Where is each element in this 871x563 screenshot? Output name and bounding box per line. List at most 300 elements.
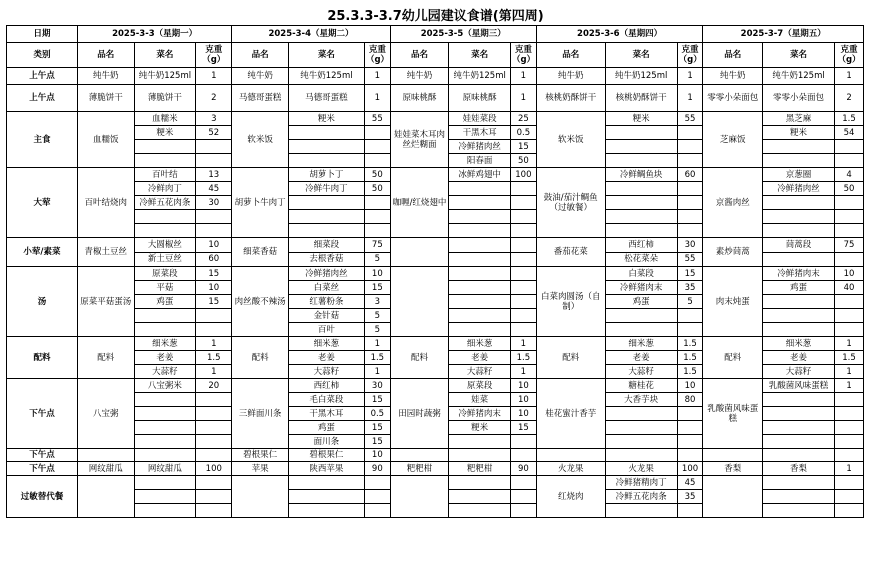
ingredient-name [605, 323, 677, 337]
dish-name: 纯牛奶 [77, 68, 134, 85]
ingredient-amount: 10 [196, 238, 232, 253]
dish-name: 肉丝酸不辣汤 [232, 267, 289, 337]
ingredient-name [763, 449, 835, 462]
category-morning1: 上午点 [7, 68, 78, 85]
ingredient-name: 娃娃菜段 [449, 112, 511, 126]
ingredient-name: 原菜段 [134, 267, 196, 281]
ingredient-name [763, 435, 835, 449]
dish-name: 纯牛奶 [536, 68, 605, 85]
ingredient-name [605, 210, 677, 224]
ingredient-name [134, 435, 196, 449]
ingredient-name: 细米葱 [134, 337, 196, 351]
ingredient-amount [511, 238, 537, 253]
ingredient-amount: 15 [511, 421, 537, 435]
ingredient-amount: 1 [196, 337, 232, 351]
ingredient-name [449, 238, 511, 253]
ingredient-name: 火龙果 [605, 462, 677, 476]
ingredient-name [449, 295, 511, 309]
ingredient-amount: 80 [677, 393, 703, 407]
ingredient-name [605, 196, 677, 210]
dish-name: 咖喱/红烧翅中 [390, 168, 449, 238]
ingredient-amount: 40 [835, 281, 864, 295]
ingredient-amount: 15 [364, 281, 390, 295]
ingredient-name [605, 504, 677, 518]
ingredient-amount [835, 435, 864, 449]
ingredient-name: 细菜段 [288, 238, 364, 253]
ingredient-name: 大蒜籽 [605, 365, 677, 379]
ingredient-amount [677, 435, 703, 449]
ingredient-name [605, 154, 677, 168]
ingredient-name: 老姜 [763, 351, 835, 365]
ingredient-name: 白菜丝 [288, 281, 364, 295]
dish-name: 软米饭 [536, 112, 605, 168]
date-label: 日期 [7, 26, 78, 43]
ingredient-name: 细米葱 [449, 337, 511, 351]
ingredient-amount: 1 [364, 337, 390, 351]
ingredient-amount: 1.5 [511, 351, 537, 365]
ingredient-amount [511, 252, 537, 267]
ingredient-name [449, 323, 511, 337]
ingredient-amount: 55 [677, 252, 703, 267]
category-main_dish: 大荤 [7, 168, 78, 238]
dish-name: 桂花蜜汁香芋 [536, 379, 605, 449]
ingredient-column-header: 菜名 [288, 43, 364, 68]
ingredient-name [605, 309, 677, 323]
ingredient-name [449, 252, 511, 267]
dish-name: 素炒茼蒿 [703, 238, 763, 267]
amount-column-header: 克重（g） [677, 43, 703, 68]
dish-name: 八宝粥 [77, 379, 134, 449]
ingredient-amount [364, 154, 390, 168]
ingredient-name [605, 435, 677, 449]
ingredient-name: 血糯米 [134, 112, 196, 126]
day-header: 2025-3-7（星期五） [703, 26, 864, 43]
dish-name: 乳酸菌风味蛋糕 [703, 379, 763, 449]
ingredient-amount [196, 393, 232, 407]
ingredient-name: 西红柿 [605, 238, 677, 253]
dish-name [536, 449, 605, 462]
ingredient-name [134, 504, 196, 518]
ingredient-name: 老姜 [605, 351, 677, 365]
category-label: 类别 [7, 43, 78, 68]
table-row [7, 379, 864, 393]
ingredient-amount: 3 [364, 295, 390, 309]
ingredient-amount [835, 210, 864, 224]
ingredient-name [288, 154, 364, 168]
ingredient-name: 粳米 [449, 421, 511, 435]
ingredient-amount: 10 [196, 281, 232, 295]
day-header: 2025-3-6（星期四） [536, 26, 703, 43]
dish-name [390, 476, 449, 518]
ingredient-name: 干黑木耳 [288, 407, 364, 421]
dish-name [77, 449, 134, 462]
ingredient-amount: 100 [511, 168, 537, 182]
ingredient-name: 冷鲜肉丁 [134, 182, 196, 196]
ingredient-amount [511, 309, 537, 323]
ingredient-name [288, 476, 364, 490]
ingredient-amount [677, 196, 703, 210]
dish-name [390, 267, 449, 337]
ingredient-name: 大蒜籽 [449, 365, 511, 379]
dish-name: 三鲜面川条 [232, 379, 289, 449]
category-afternoon3: 下午点 [7, 462, 78, 476]
ingredient-name [449, 196, 511, 210]
ingredient-amount [364, 126, 390, 140]
ingredient-name: 薄脆饼干 [134, 85, 196, 112]
ingredient-amount: 1.5 [196, 351, 232, 365]
day-header: 2025-3-3（星期一） [77, 26, 231, 43]
amount-column-header: 克重（g） [196, 43, 232, 68]
ingredient-amount: 1 [364, 85, 390, 112]
ingredient-amount: 1 [511, 365, 537, 379]
dish-name: 薄脆饼干 [77, 85, 134, 112]
ingredient-amount: 60 [196, 252, 232, 267]
ingredient-amount: 60 [677, 168, 703, 182]
ingredient-name: 大香芋块 [605, 393, 677, 407]
ingredient-name: 白菜段 [605, 267, 677, 281]
ingredient-name: 冰鲜鸡翅中 [449, 168, 511, 182]
dish-name: 肉末炖蛋 [703, 267, 763, 337]
dish-name: 配料 [77, 337, 134, 379]
ingredient-name [288, 504, 364, 518]
ingredient-amount [364, 210, 390, 224]
ingredient-amount [835, 295, 864, 309]
ingredient-amount [835, 421, 864, 435]
ingredient-name: 大蒜籽 [288, 365, 364, 379]
ingredient-name: 纯牛奶125ml [605, 68, 677, 85]
ingredient-name: 老姜 [288, 351, 364, 365]
category-staple: 主食 [7, 112, 78, 168]
ingredient-amount [511, 476, 537, 490]
ingredient-amount [677, 140, 703, 154]
ingredient-amount: 30 [677, 238, 703, 253]
dish-name: 配料 [232, 337, 289, 379]
ingredient-amount [677, 224, 703, 238]
ingredient-amount: 3 [196, 112, 232, 126]
ingredient-amount: 54 [835, 126, 864, 140]
dish-name: 碧根果仁 [232, 449, 289, 462]
ingredient-amount [835, 154, 864, 168]
ingredient-amount: 50 [364, 168, 390, 182]
ingredient-amount: 45 [196, 182, 232, 196]
ingredient-amount [196, 224, 232, 238]
ingredient-amount: 1 [835, 337, 864, 351]
ingredient-amount: 0.5 [511, 126, 537, 140]
ingredient-name [449, 449, 511, 462]
dish-name: 鼓油/茄汁鲷鱼（过敏餐） [536, 168, 605, 238]
ingredient-name [134, 140, 196, 154]
ingredient-amount [677, 449, 703, 462]
ingredient-amount: 1 [835, 379, 864, 393]
ingredient-name: 冷鲜猪肉末 [449, 407, 511, 421]
category-morning2: 上午点 [7, 85, 78, 112]
ingredient-name: 冷鲜五花肉条 [134, 196, 196, 210]
ingredient-name [134, 449, 196, 462]
ingredient-amount: 75 [364, 238, 390, 253]
ingredient-amount: 5 [364, 309, 390, 323]
ingredient-amount [835, 309, 864, 323]
ingredient-name [763, 210, 835, 224]
dish-name: 百叶结烧肉 [77, 168, 134, 238]
ingredient-name [288, 490, 364, 504]
ingredient-amount: 10 [364, 449, 390, 462]
ingredient-amount: 15 [364, 421, 390, 435]
table-row [7, 449, 864, 462]
ingredient-name: 糖桂花 [605, 379, 677, 393]
dish-name: 京酱肉丝 [703, 168, 763, 238]
ingredient-name: 大圆椒丝 [134, 238, 196, 253]
ingredient-amount [511, 224, 537, 238]
ingredient-name [134, 421, 196, 435]
table-row [7, 112, 864, 126]
ingredient-amount: 50 [364, 182, 390, 196]
table-row [7, 85, 864, 112]
ingredient-name [134, 476, 196, 490]
ingredient-amount [196, 421, 232, 435]
dish-name: 纯牛奶 [390, 68, 449, 85]
ingredient-amount: 50 [511, 154, 537, 168]
ingredient-amount: 15 [677, 267, 703, 281]
ingredient-name [763, 407, 835, 421]
ingredient-name [763, 154, 835, 168]
category-afternoon2: 下午点 [7, 449, 78, 462]
ingredient-name: 去根香菇 [288, 252, 364, 267]
ingredient-name: 粳米 [763, 126, 835, 140]
ingredient-amount [364, 224, 390, 238]
ingredient-amount [677, 126, 703, 140]
ingredient-name [763, 252, 835, 267]
ingredient-name [449, 490, 511, 504]
ingredient-name: 细米葱 [605, 337, 677, 351]
amount-column-header: 克重（g） [364, 43, 390, 68]
ingredient-amount [511, 182, 537, 196]
ingredient-amount: 75 [835, 238, 864, 253]
dish-name: 马德哥蛋糕 [232, 85, 289, 112]
ingredient-name [288, 224, 364, 238]
ingredient-amount: 2 [196, 85, 232, 112]
ingredient-amount [196, 490, 232, 504]
ingredient-name: 纯牛奶125ml [449, 68, 511, 85]
dish-name: 配料 [536, 337, 605, 379]
ingredient-amount [511, 196, 537, 210]
dish-name: 配料 [703, 337, 763, 379]
ingredient-amount [835, 224, 864, 238]
table-row [7, 462, 864, 476]
ingredient-amount: 35 [677, 281, 703, 295]
ingredient-amount: 52 [196, 126, 232, 140]
table-row [7, 476, 864, 490]
table-row [7, 26, 864, 43]
ingredient-amount [677, 323, 703, 337]
ingredient-amount: 90 [364, 462, 390, 476]
dish-name: 胡萝卜牛肉丁 [232, 168, 289, 238]
ingredient-name: 京葱圈 [763, 168, 835, 182]
ingredient-amount [835, 252, 864, 267]
ingredient-name [605, 126, 677, 140]
ingredient-name [134, 407, 196, 421]
ingredient-name: 纯牛奶125ml [763, 68, 835, 85]
dish-column-header: 品名 [232, 43, 289, 68]
ingredient-name: 面川条 [288, 435, 364, 449]
ingredient-name: 马德哥蛋糕 [288, 85, 364, 112]
ingredient-amount: 45 [677, 476, 703, 490]
ingredient-name: 黑芝麻 [763, 112, 835, 126]
ingredient-name: 红薯粉条 [288, 295, 364, 309]
ingredient-name: 纯牛奶125ml [134, 68, 196, 85]
table-row [7, 43, 864, 68]
ingredient-amount [511, 435, 537, 449]
ingredient-amount [511, 295, 537, 309]
ingredient-name: 冷鲜猪肉末 [763, 267, 835, 281]
ingredient-amount: 15 [511, 140, 537, 154]
ingredient-name: 冷鲜猪肉丝 [449, 140, 511, 154]
ingredient-name [605, 140, 677, 154]
ingredient-name [763, 476, 835, 490]
ingredient-amount: 1.5 [364, 351, 390, 365]
ingredient-amount [511, 504, 537, 518]
ingredient-name [134, 323, 196, 337]
ingredient-name: 原味桃酥 [449, 85, 511, 112]
ingredient-amount [196, 407, 232, 421]
ingredient-name [134, 490, 196, 504]
ingredient-name: 核桃奶酥饼干 [605, 85, 677, 112]
ingredient-amount [364, 504, 390, 518]
ingredient-name [134, 224, 196, 238]
dish-name: 番茄花菜 [536, 238, 605, 267]
ingredient-name: 百叶 [288, 323, 364, 337]
ingredient-amount [196, 476, 232, 490]
ingredient-amount: 1 [835, 462, 864, 476]
ingredient-amount: 10 [364, 267, 390, 281]
ingredient-amount [835, 140, 864, 154]
ingredient-name [605, 407, 677, 421]
ingredient-amount [196, 504, 232, 518]
ingredient-amount: 90 [511, 462, 537, 476]
ingredient-name: 冷鲜猪肉丝 [763, 182, 835, 196]
ingredient-name: 鸡蛋 [134, 295, 196, 309]
ingredient-amount: 1 [835, 365, 864, 379]
dish-column-header: 品名 [703, 43, 763, 68]
ingredient-amount [364, 476, 390, 490]
ingredient-name: 冷鲜猪肉丝 [288, 267, 364, 281]
ingredient-amount: 30 [196, 196, 232, 210]
dish-name: 网纹甜瓜 [77, 462, 134, 476]
ingredient-name: 胡萝卜丁 [288, 168, 364, 182]
ingredient-name: 细米葱 [763, 337, 835, 351]
ingredient-name: 冷鲜鲷鱼块 [605, 168, 677, 182]
ingredient-amount: 1 [835, 68, 864, 85]
dish-name: 粑粑柑 [390, 462, 449, 476]
ingredient-name: 纯牛奶125ml [288, 68, 364, 85]
ingredient-amount [677, 504, 703, 518]
ingredient-name [134, 210, 196, 224]
ingredient-name [605, 449, 677, 462]
ingredient-name [763, 224, 835, 238]
ingredient-name: 西红柿 [288, 379, 364, 393]
ingredient-name: 零零小朵面包 [763, 85, 835, 112]
ingredient-name: 鸡蛋 [288, 421, 364, 435]
ingredient-amount: 1 [364, 365, 390, 379]
day-header: 2025-3-4（星期二） [232, 26, 390, 43]
ingredient-amount: 1 [364, 68, 390, 85]
ingredient-name [449, 224, 511, 238]
ingredient-name [763, 421, 835, 435]
ingredient-name [763, 309, 835, 323]
table-row [7, 267, 864, 281]
ingredient-amount [196, 154, 232, 168]
dish-name: 田园时蔬粥 [390, 379, 449, 449]
ingredient-amount: 10 [511, 393, 537, 407]
ingredient-amount: 10 [511, 379, 537, 393]
dish-name: 零零小朵面包 [703, 85, 763, 112]
ingredient-amount [511, 267, 537, 281]
dish-name: 血糯饭 [77, 112, 134, 168]
ingredient-amount [677, 154, 703, 168]
ingredient-name: 平菇 [134, 281, 196, 295]
ingredient-name: 老姜 [134, 351, 196, 365]
ingredient-amount [677, 210, 703, 224]
ingredient-name: 新土豆丝 [134, 252, 196, 267]
ingredient-name [288, 196, 364, 210]
ingredient-amount [196, 449, 232, 462]
dish-name [703, 449, 763, 462]
ingredient-name: 松花菜朵 [605, 252, 677, 267]
ingredient-name [449, 504, 511, 518]
ingredient-name: 陕西苹果 [288, 462, 364, 476]
ingredient-amount [835, 196, 864, 210]
ingredient-name [449, 267, 511, 281]
ingredient-name: 鸡蛋 [763, 281, 835, 295]
ingredient-name [449, 309, 511, 323]
ingredient-amount [835, 449, 864, 462]
ingredient-name: 大蒜籽 [134, 365, 196, 379]
dish-column-header: 品名 [390, 43, 449, 68]
ingredient-name: 香梨 [763, 462, 835, 476]
ingredient-amount: 4 [835, 168, 864, 182]
dish-name: 火龙果 [536, 462, 605, 476]
ingredient-amount: 5 [364, 252, 390, 267]
ingredient-column-header: 菜名 [763, 43, 835, 68]
ingredient-amount: 1.5 [677, 365, 703, 379]
dish-name: 纯牛奶 [232, 68, 289, 85]
ingredient-name [763, 196, 835, 210]
dish-name [390, 238, 449, 267]
ingredient-name [449, 182, 511, 196]
ingredient-name [763, 504, 835, 518]
ingredient-amount: 1 [511, 337, 537, 351]
ingredient-name: 八宝粥米 [134, 379, 196, 393]
ingredient-name: 茼蒿段 [763, 238, 835, 253]
dish-name: 芝麻饭 [703, 112, 763, 168]
page-title: 25.3.3-3.7幼儿园建议食谱(第四周) [327, 9, 544, 24]
dish-name: 配料 [390, 337, 449, 379]
ingredient-name: 粑粑柑 [449, 462, 511, 476]
ingredient-amount: 55 [677, 112, 703, 126]
ingredient-name [449, 435, 511, 449]
ingredient-amount: 50 [835, 182, 864, 196]
ingredient-amount: 15 [364, 393, 390, 407]
ingredient-amount [364, 490, 390, 504]
dish-name [77, 476, 134, 518]
ingredient-name [288, 126, 364, 140]
dish-name: 纯牛奶 [703, 68, 763, 85]
ingredient-amount [196, 435, 232, 449]
ingredient-amount [511, 490, 537, 504]
ingredient-amount [677, 309, 703, 323]
ingredient-name: 冷鲜牛肉丁 [288, 182, 364, 196]
ingredient-amount: 15 [196, 295, 232, 309]
ingredient-name [288, 140, 364, 154]
